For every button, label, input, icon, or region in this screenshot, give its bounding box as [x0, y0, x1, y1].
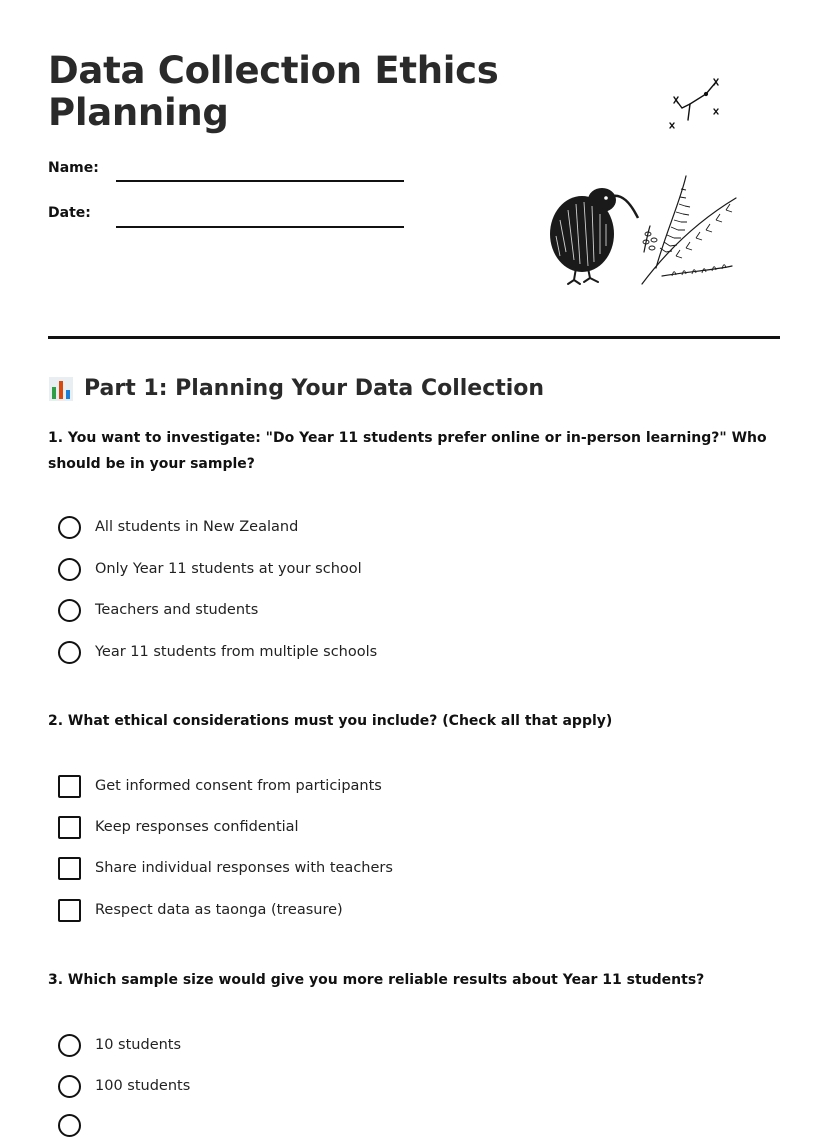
- part-1-heading-text: Part 1: Planning Your Data Collection: [84, 376, 545, 401]
- q1-option-2[interactable]: [58, 556, 362, 582]
- date-label: Date:: [48, 205, 91, 221]
- q2-option-2[interactable]: [58, 814, 299, 840]
- radio-button[interactable]: [58, 516, 81, 539]
- q3-option-3-partial[interactable]: [58, 1112, 81, 1138]
- option-label: Teachers and students: [95, 602, 259, 618]
- kiwi-bird-illustration: [548, 180, 640, 286]
- radio-button[interactable]: [58, 1034, 81, 1057]
- q3-option-2[interactable]: [58, 1073, 190, 1099]
- radio-button[interactable]: [58, 599, 81, 622]
- option-label: Get informed consent from participants: [95, 778, 382, 794]
- option-label: Share individual responses with teachers: [95, 860, 393, 876]
- option-label: Respect data as taonga (treasure): [95, 902, 343, 918]
- checkbox[interactable]: [58, 775, 81, 798]
- question-1: 1. You want to investigate: "Do Year 11 students prefer online or in-person learning?" Who should be in your sample?: [48, 430, 767, 472]
- date-field[interactable]: [116, 226, 404, 228]
- option-label: Only Year 11 students at your school: [95, 561, 362, 577]
- option-label: Keep responses confidential: [95, 819, 299, 835]
- silver-fern-illustration: [636, 172, 740, 288]
- option-label: 100 students: [95, 1078, 191, 1094]
- q2-option-3[interactable]: [58, 855, 393, 881]
- page-title: Data Collection Ethics Planning: [48, 49, 499, 134]
- name-field[interactable]: [116, 180, 404, 182]
- q2-option-1[interactable]: [58, 773, 382, 799]
- q1-option-1[interactable]: [58, 514, 298, 540]
- radio-button[interactable]: [58, 558, 81, 581]
- bar-chart-icon: [48, 376, 74, 402]
- checkbox[interactable]: [58, 816, 81, 839]
- q3-option-1[interactable]: [58, 1032, 181, 1058]
- part-1-heading: [48, 373, 544, 405]
- checkbox[interactable]: [58, 857, 81, 880]
- section-divider: [48, 336, 780, 339]
- question-3: 3. Which sample size would give you more reliable results about Year 11 students?: [48, 972, 705, 988]
- radio-button[interactable]: [58, 1114, 81, 1137]
- radio-button[interactable]: [58, 641, 81, 664]
- question-2: 2. What ethical considerations must you include? (Check all that apply): [48, 713, 613, 729]
- q1-option-3[interactable]: [58, 597, 258, 623]
- option-label: Year 11 students from multiple schools: [95, 644, 378, 660]
- option-label: 10 students: [95, 1037, 182, 1053]
- q2-option-4[interactable]: [58, 897, 343, 923]
- option-label: All students in New Zealand: [95, 519, 299, 535]
- checkbox[interactable]: [58, 899, 81, 922]
- southern-cross-stars-icon: [660, 74, 730, 134]
- radio-button[interactable]: [58, 1075, 81, 1098]
- q1-option-4[interactable]: [58, 639, 377, 665]
- name-label: Name:: [48, 160, 99, 176]
